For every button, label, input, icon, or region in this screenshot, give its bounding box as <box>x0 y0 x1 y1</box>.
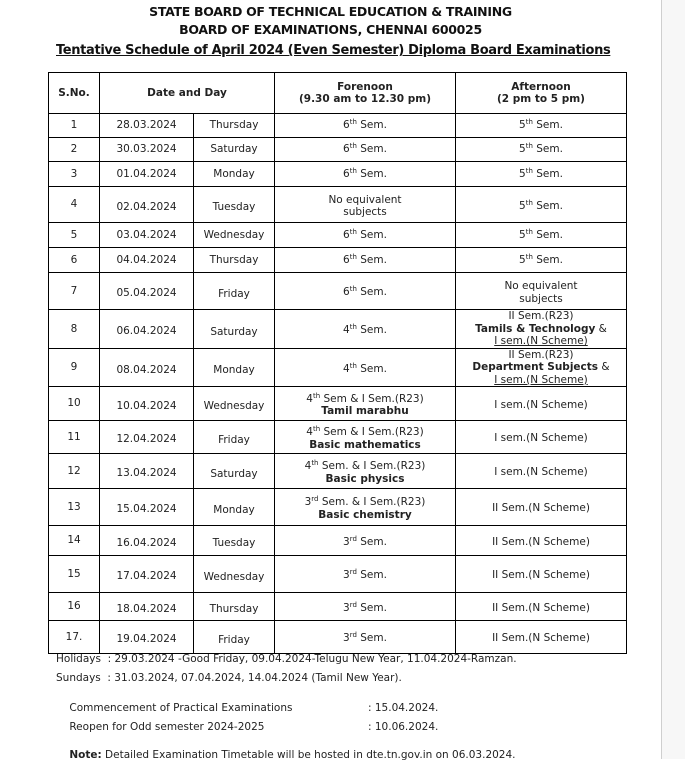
cell-afternoon <box>456 454 627 489</box>
cell-date: 12.04.2024 <box>100 421 194 454</box>
header-forenoon-time: (9.30 am to 12.30 pm) <box>298 93 432 105</box>
text-part: 5 <box>519 253 526 266</box>
cell-forenoon <box>275 621 456 654</box>
cell-afternoon <box>456 387 627 421</box>
cell-sno: 6 <box>49 248 100 273</box>
text-part: Sem. <box>356 253 387 266</box>
forenoon-exam <box>343 119 387 131</box>
cell-forenoon <box>275 114 456 138</box>
ordinal-suffix: th <box>525 118 533 127</box>
text-part: Sem. <box>532 119 563 132</box>
cell-sno: 5 <box>49 223 100 248</box>
ordinal-suffix: rd <box>349 631 357 640</box>
table-row <box>49 162 627 187</box>
forenoon-sem-line <box>275 393 455 406</box>
text-part: Sem. <box>532 228 563 241</box>
cell-date: 18.04.2024 <box>100 593 194 621</box>
forenoon-exam <box>343 229 387 241</box>
text-part: Sem. <box>532 143 563 156</box>
cell-forenoon <box>275 421 456 454</box>
cell-afternoon <box>456 114 627 138</box>
table-row <box>49 621 627 654</box>
forenoon-exam <box>343 632 387 644</box>
ordinal-suffix: rd <box>349 600 357 609</box>
afternoon-exam <box>494 466 588 478</box>
header-afternoon-time: (2 pm to 5 pm) <box>497 93 585 105</box>
header-forenoon <box>275 73 456 114</box>
forenoon-subject: Basic physics <box>325 472 405 485</box>
header-afternoon-label: Afternoon <box>511 80 571 93</box>
ordinal-suffix: th <box>312 425 321 433</box>
table-row <box>49 489 627 526</box>
text-part: 3 <box>343 535 350 548</box>
cell-forenoon <box>275 273 456 310</box>
text-part: Sem. <box>356 569 387 582</box>
header-date-day: Date and Day <box>100 73 275 114</box>
ordinal-suffix: th <box>349 118 357 127</box>
forenoon-exam <box>343 143 387 155</box>
afternoon-exam <box>492 632 590 644</box>
forenoon-line1: No equivalent <box>328 193 402 206</box>
text-part: 4 <box>306 392 313 405</box>
forenoon-sem-line <box>275 426 455 439</box>
text-part: 3 <box>343 569 350 582</box>
text-part: II Sem.(N Scheme) <box>492 502 590 515</box>
cell-forenoon <box>275 223 456 248</box>
table-row <box>49 187 627 223</box>
cell-forenoon <box>275 138 456 162</box>
cell-sno: 2 <box>49 138 100 162</box>
afternoon-exam <box>519 229 563 241</box>
cell-afternoon <box>456 621 627 654</box>
text-part: 6 <box>343 167 350 180</box>
cell-forenoon <box>275 162 456 187</box>
text-part: Sem. <box>356 324 387 336</box>
text-part: 4 <box>343 324 350 336</box>
note-label: Note: <box>69 749 102 761</box>
text-part: Sem. <box>356 228 387 241</box>
text-part: Sem. <box>532 199 563 212</box>
forenoon-exam <box>306 426 423 438</box>
text-part: 3 <box>343 632 350 645</box>
cell-sno: 9 <box>49 348 100 387</box>
text-part: 5 <box>519 167 526 180</box>
cell-forenoon <box>275 248 456 273</box>
text-part: 3 <box>343 601 350 614</box>
afternoon-line2: subjects <box>519 292 563 305</box>
cell-sno: 14 <box>49 526 100 556</box>
afternoon-exam <box>519 254 563 266</box>
text-part: Sem. <box>356 119 387 132</box>
cell-afternoon <box>456 593 627 621</box>
cell-day: Friday <box>194 621 275 654</box>
forenoon-exam <box>306 393 423 405</box>
cell-sno: 7 <box>49 273 100 310</box>
ordinal-suffix: th <box>311 459 319 467</box>
ordinal-suffix: rd <box>311 495 319 503</box>
cell-day: Wednesday <box>194 556 275 593</box>
afternoon-exam <box>492 602 590 614</box>
text-part: Sem. <box>356 535 387 548</box>
text-part: 6 <box>343 286 350 299</box>
cell-day: Friday <box>194 273 275 310</box>
cell-sno: 1 <box>49 114 100 138</box>
cell-day: Thursday <box>194 593 275 621</box>
cell-date: 17.04.2024 <box>100 556 194 593</box>
cell-afternoon <box>456 526 627 556</box>
header-sno: S.No. <box>49 73 100 114</box>
cell-sno: 11 <box>49 421 100 454</box>
note-text: Detailed Examination Timetable will be hosted in dte.tn.gov.in on 06.03.2024. <box>101 749 516 761</box>
forenoon-exam <box>343 254 387 266</box>
cell-date: 15.04.2024 <box>100 489 194 526</box>
forenoon-subject: Basic mathematics <box>309 438 421 451</box>
text-part: 4 <box>304 460 312 472</box>
cell-forenoon <box>275 489 456 526</box>
table-row <box>49 556 627 593</box>
cell-sno: 13 <box>49 489 100 526</box>
cell-date: 28.03.2024 <box>100 114 194 138</box>
cell-forenoon <box>275 310 456 349</box>
cell-day: Friday <box>194 421 275 454</box>
forenoon-sem-line <box>275 496 455 509</box>
ordinal-suffix: th <box>349 285 357 294</box>
holidays-note: Holidays : 29.03.2024 -Good Friday, 09.04.2024-Telugu New Year, 11.04.2024-Ramzan. <box>56 653 517 665</box>
text-part: I sem.(N Scheme) <box>494 466 588 479</box>
cell-afternoon <box>456 556 627 593</box>
cell-day: Saturday <box>194 138 275 162</box>
afternoon-subject: Tamils & Technology <box>475 322 596 335</box>
text-part: II Sem.(N Scheme) <box>492 632 590 645</box>
header-board-exams: BOARD OF EXAMINATIONS, CHENNAI 600025 <box>179 22 482 37</box>
cell-date: 19.04.2024 <box>100 621 194 654</box>
text-part: 6 <box>343 143 350 156</box>
cell-sno: 8 <box>49 310 100 349</box>
text-part: 4 <box>306 426 313 438</box>
cell-afternoon <box>456 162 627 187</box>
cell-afternoon <box>456 348 627 387</box>
ordinal-suffix: th <box>525 142 533 151</box>
table-row <box>49 454 627 489</box>
cell-day: Thursday <box>194 248 275 273</box>
cell-date: 10.04.2024 <box>100 387 194 421</box>
afternoon-subject: Department Subjects <box>472 361 599 373</box>
table-row <box>49 114 627 138</box>
cell-sno: 3 <box>49 162 100 187</box>
afternoon-sem-line: II Sem.(R23) <box>508 348 574 361</box>
table-row <box>49 387 627 421</box>
cell-sno: 10 <box>49 387 100 421</box>
cell-afternoon <box>456 187 627 223</box>
text-part: II Sem.(N Scheme) <box>492 569 590 582</box>
text-part: Sem. <box>532 167 563 180</box>
ordinal-suffix: th <box>349 361 357 370</box>
header-forenoon-label: Forenoon <box>337 80 393 93</box>
ordinal-suffix: th <box>525 198 533 207</box>
cell-date: 08.04.2024 <box>100 348 194 387</box>
afternoon-exam <box>492 536 590 548</box>
table-row <box>49 248 627 273</box>
forenoon-exam <box>343 324 387 336</box>
reopen-label: Reopen for Odd semester 2024-2025 <box>69 721 265 733</box>
cell-sno: 15 <box>49 556 100 593</box>
afternoon-scheme-line: I sem.(N Scheme) <box>494 335 588 347</box>
cell-forenoon <box>275 556 456 593</box>
afternoon-amp: & <box>598 361 610 373</box>
cell-date: 13.04.2024 <box>100 454 194 489</box>
ordinal-suffix: th <box>525 166 533 175</box>
ordinal-suffix: th <box>349 252 357 261</box>
table-header-row <box>49 73 627 114</box>
practical-exam-date: : 15.04.2024. <box>368 702 439 714</box>
text-part: I sem.(N Scheme) <box>494 398 588 411</box>
cell-date: 03.04.2024 <box>100 223 194 248</box>
ordinal-suffix: rd <box>349 534 357 543</box>
cell-date: 05.04.2024 <box>100 273 194 310</box>
cell-date: 02.04.2024 <box>100 187 194 223</box>
afternoon-exam <box>492 502 590 514</box>
forenoon-exam <box>343 602 387 614</box>
forenoon-subject: Tamil marabhu <box>321 405 409 417</box>
forenoon-line2: subjects <box>343 206 387 218</box>
afternoon-subject-line <box>456 361 626 374</box>
header-afternoon <box>456 73 627 114</box>
timetable-note <box>56 737 516 773</box>
afternoon-exam <box>494 432 588 444</box>
text-part: 6 <box>343 253 350 266</box>
cell-day: Thursday <box>194 114 275 138</box>
cell-sno: 17. <box>49 621 100 654</box>
cell-sno: 4 <box>49 187 100 223</box>
forenoon-exam <box>305 460 426 472</box>
ordinal-suffix: th <box>349 227 357 236</box>
text-part: Sem. <box>356 286 387 299</box>
cell-sno: 12 <box>49 454 100 489</box>
ordinal-suffix: th <box>349 166 357 175</box>
afternoon-sem-line: II Sem.(R23) <box>508 310 574 322</box>
text-part: II Sem.(N Scheme) <box>492 535 590 548</box>
ordinal-suffix: th <box>349 142 357 151</box>
cell-date: 06.04.2024 <box>100 310 194 349</box>
text-part: Sem. <box>532 253 563 266</box>
afternoon-exam <box>519 143 563 155</box>
cell-afternoon <box>456 223 627 248</box>
afternoon-exam <box>494 399 588 411</box>
text-part: I sem.(N Scheme) <box>494 432 588 445</box>
exam-schedule-table <box>48 72 627 654</box>
table-row <box>49 421 627 454</box>
table-row <box>49 593 627 621</box>
sundays-note: Sundays : 31.03.2024, 07.04.2024, 14.04.2024 (Tamil New Year). <box>56 672 402 684</box>
cell-forenoon <box>275 348 456 387</box>
afternoon-exam <box>519 168 563 180</box>
table-row <box>49 138 627 162</box>
forenoon-exam <box>343 168 387 180</box>
cell-day: Saturday <box>194 454 275 489</box>
cell-sno: 16 <box>49 593 100 621</box>
header-board-name: STATE BOARD OF TECHNICAL EDUCATION & TRAINING <box>149 4 512 19</box>
ordinal-suffix: th <box>525 227 533 236</box>
cell-date: 30.03.2024 <box>100 138 194 162</box>
cell-forenoon <box>275 387 456 421</box>
cell-forenoon <box>275 593 456 621</box>
text-part: 3 <box>304 496 312 508</box>
text-part: Sem. <box>356 167 387 180</box>
text-part: 5 <box>519 143 526 156</box>
cell-day: Saturday <box>194 310 275 349</box>
text-part: 6 <box>343 119 350 132</box>
table-row <box>49 273 627 310</box>
afternoon-amp: & <box>595 322 607 335</box>
text-part: Sem. <box>356 601 387 614</box>
cell-day: Monday <box>194 162 275 187</box>
text-part: 5 <box>519 199 526 212</box>
cell-afternoon <box>456 248 627 273</box>
cell-afternoon <box>456 273 627 310</box>
table-row <box>49 348 627 387</box>
table-row <box>49 310 627 349</box>
text-part: Sem & I Sem.(R23) <box>320 426 424 438</box>
table-row <box>49 223 627 248</box>
text-part: Sem. <box>356 362 387 375</box>
forenoon-exam <box>343 363 387 375</box>
practical-exam-label: Commencement of Practical Examinations <box>69 702 293 714</box>
cell-afternoon <box>456 138 627 162</box>
table-row <box>49 526 627 556</box>
cell-date: 16.04.2024 <box>100 526 194 556</box>
ordinal-suffix: th <box>525 252 533 261</box>
ordinal-suffix: th <box>312 391 321 400</box>
afternoon-exam <box>519 119 563 131</box>
schedule-title: Tentative Schedule of April 2024 (Even Semester) Diploma Board Examinations <box>56 43 611 58</box>
text-part: Sem. <box>356 143 387 156</box>
forenoon-exam <box>343 536 387 548</box>
text-part: 5 <box>519 119 526 132</box>
forenoon-sem-line <box>275 460 455 473</box>
cell-day: Monday <box>194 489 275 526</box>
cell-day: Tuesday <box>194 526 275 556</box>
text-part: 4 <box>343 362 350 375</box>
text-part: Sem. <box>356 632 387 645</box>
text-part: II Sem.(N Scheme) <box>492 601 590 614</box>
afternoon-exam <box>519 200 563 212</box>
cell-forenoon <box>275 526 456 556</box>
text-part: 5 <box>519 228 526 241</box>
afternoon-line1: No equivalent <box>504 280 578 292</box>
cell-afternoon <box>456 489 627 526</box>
forenoon-exam <box>343 286 387 298</box>
side-panel-background <box>661 0 685 759</box>
afternoon-scheme-line: I sem.(N Scheme) <box>494 373 588 386</box>
cell-afternoon <box>456 421 627 454</box>
afternoon-subject-line <box>456 323 626 336</box>
ordinal-suffix: rd <box>349 568 357 577</box>
text-part: 6 <box>343 228 350 241</box>
afternoon-exam <box>492 569 590 581</box>
forenoon-exam <box>305 496 426 508</box>
text-part: Sem. & I Sem.(R23) <box>318 460 426 472</box>
cell-day: Wednesday <box>194 223 275 248</box>
text-part: Sem & I Sem.(R23) <box>320 392 424 405</box>
ordinal-suffix: th <box>349 323 357 331</box>
forenoon-subject: Basic chemistry <box>318 508 412 521</box>
cell-afternoon <box>456 310 627 349</box>
reopen-date: : 10.06.2024. <box>368 721 439 733</box>
cell-date: 04.04.2024 <box>100 248 194 273</box>
cell-forenoon <box>275 187 456 223</box>
cell-day: Wednesday <box>194 387 275 421</box>
forenoon-exam <box>343 569 387 581</box>
cell-date: 01.04.2024 <box>100 162 194 187</box>
cell-forenoon <box>275 454 456 489</box>
text-part: Sem. & I Sem.(R23) <box>318 496 426 508</box>
cell-day: Monday <box>194 348 275 387</box>
cell-day: Tuesday <box>194 187 275 223</box>
